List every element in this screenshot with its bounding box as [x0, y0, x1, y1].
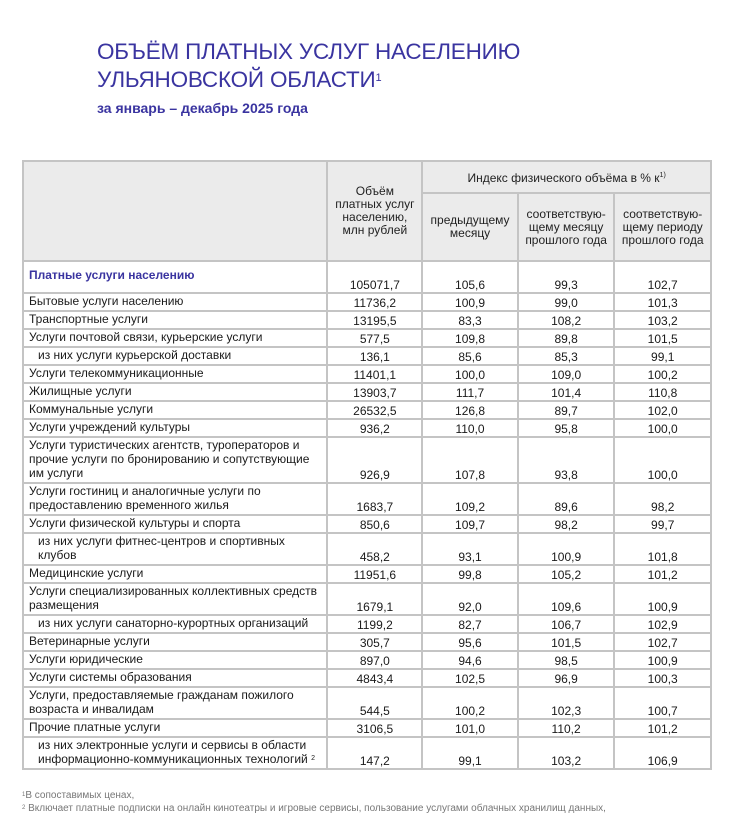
- cell-volume: 136,1: [327, 347, 422, 365]
- cell-volume: 11951,6: [327, 565, 422, 583]
- cell-same-period: 101,2: [614, 565, 711, 583]
- row-label: Платные услуги населению: [23, 261, 327, 293]
- cell-same-period: 102,9: [614, 615, 711, 633]
- header-prev-month: предыдущему месяцу: [422, 193, 518, 261]
- cell-prev-month: 105,6: [422, 261, 518, 293]
- cell-volume: 1679,1: [327, 583, 422, 615]
- row-label: Услуги юридические: [23, 651, 327, 669]
- table-row: [23, 311, 711, 329]
- row-label: Услуги гостиниц и аналогичные услуги по предоставлению временного жилья: [23, 483, 327, 515]
- cell-same-month: 89,7: [518, 401, 615, 419]
- cell-prev-month: 100,0: [422, 365, 518, 383]
- table-row: [23, 719, 711, 737]
- cell-same-month: 108,2: [518, 311, 615, 329]
- cell-same-period: 100,9: [614, 651, 711, 669]
- cell-same-period: 101,5: [614, 329, 711, 347]
- cell-same-month: 101,5: [518, 633, 615, 651]
- cell-prev-month: 99,1: [422, 737, 518, 769]
- cell-volume: 26532,5: [327, 401, 422, 419]
- cell-prev-month: 83,3: [422, 311, 518, 329]
- row-label: Жилищные услуги: [23, 383, 327, 401]
- header-index-group: Индекс физического объёма в % $к^{1)}$: [422, 161, 711, 193]
- table-row: [23, 737, 711, 769]
- header-volume: Объём платных услуг населению, млн рублей: [327, 161, 422, 261]
- row-label: Услуги, предоставляемые гражданам пожилого возраста и инвалидам: [23, 687, 327, 719]
- cell-same-month: 98,2: [518, 515, 615, 533]
- table-body: [23, 261, 711, 769]
- cell-same-month: 99,0: [518, 293, 615, 311]
- cell-prev-month: 101,0: [422, 719, 518, 737]
- row-label: Услуги специализированных коллективных средств размещения: [23, 583, 327, 615]
- table-row: [23, 651, 711, 669]
- cell-same-period: 99,7: [614, 515, 711, 533]
- cell-volume: 1199,2: [327, 615, 422, 633]
- cell-prev-month: 107,8: [422, 437, 518, 483]
- cell-prev-month: 93,1: [422, 533, 518, 565]
- table-row: [23, 583, 711, 615]
- footnote-2: $^2$ Включает платные подписки на онлайн кинотеатры и игровые сервисы, пользование услугами облачных хранилищ данных,: [22, 803, 606, 814]
- cell-same-month: 99,3: [518, 261, 615, 293]
- cell-same-period: 98,2: [614, 483, 711, 515]
- table-row: [23, 329, 711, 347]
- row-label: Услуги учреждений культуры: [23, 419, 327, 437]
- paid-services-table: [22, 160, 712, 770]
- cell-same-period: 102,7: [614, 633, 711, 651]
- cell-prev-month: 109,8: [422, 329, 518, 347]
- table-row: [23, 533, 711, 565]
- cell-same-period: 100,0: [614, 437, 711, 483]
- cell-same-month: 95,8: [518, 419, 615, 437]
- cell-same-month: 105,2: [518, 565, 615, 583]
- row-label: Медицинские услуги: [23, 565, 327, 583]
- cell-volume: 1683,7: [327, 483, 422, 515]
- cell-volume: 305,7: [327, 633, 422, 651]
- cell-same-month: 98,5: [518, 651, 615, 669]
- row-label: Транспортные услуги: [23, 311, 327, 329]
- cell-same-month: 89,6: [518, 483, 615, 515]
- table-row: [23, 383, 711, 401]
- cell-prev-month: 82,7: [422, 615, 518, 633]
- table-row: [23, 633, 711, 651]
- title-line-2: УЛЬЯНОВСКОЙ ОБЛАСТИ: [97, 67, 376, 92]
- cell-volume: 897,0: [327, 651, 422, 669]
- table-row: [23, 515, 711, 533]
- cell-same-month: 109,6: [518, 583, 615, 615]
- cell-same-period: 100,0: [614, 419, 711, 437]
- table-row: [23, 615, 711, 633]
- cell-same-month: 109,0: [518, 365, 615, 383]
- page-subtitle: за январь – декабрь 2025 года: [97, 100, 308, 116]
- cell-same-month: 89,8: [518, 329, 615, 347]
- header-empty-cell: [23, 161, 327, 261]
- cell-prev-month: 85,6: [422, 347, 518, 365]
- table-row: [23, 483, 711, 515]
- row-label: Услуги телекоммуникационные: [23, 365, 327, 383]
- cell-same-period: 102,7: [614, 261, 711, 293]
- row-label: Коммунальные услуги: [23, 401, 327, 419]
- cell-prev-month: 92,0: [422, 583, 518, 615]
- header-same-period-last-year: соответствую-щему периоду прошлого года: [614, 193, 711, 261]
- cell-same-period: 102,0: [614, 401, 711, 419]
- table-row: [23, 565, 711, 583]
- cell-same-period: 99,1: [614, 347, 711, 365]
- cell-same-period: 100,2: [614, 365, 711, 383]
- footnote-1: $^1$В сопоставимых ценах,: [22, 790, 135, 801]
- cell-same-month: 106,7: [518, 615, 615, 633]
- row-label: Услуги физической культуры и спорта: [23, 515, 327, 533]
- row-label: Бытовые услуги населению: [23, 293, 327, 311]
- cell-prev-month: 100,9: [422, 293, 518, 311]
- cell-volume: 13903,7: [327, 383, 422, 401]
- cell-prev-month: 111,7: [422, 383, 518, 401]
- cell-same-period: 110,8: [614, 383, 711, 401]
- cell-same-month: 100,9: [518, 533, 615, 565]
- row-label: из них услуги фитнес-центров и спортивных клубов: [23, 533, 327, 565]
- cell-same-month: 93,8: [518, 437, 615, 483]
- cell-same-period: 106,9: [614, 737, 711, 769]
- cell-same-month: 101,4: [518, 383, 615, 401]
- row-label: Услуги системы образования: [23, 669, 327, 687]
- cell-volume: 11736,2: [327, 293, 422, 311]
- cell-same-month: 85,3: [518, 347, 615, 365]
- table-row: [23, 437, 711, 483]
- table-row: [23, 669, 711, 687]
- row-label: Прочие платные услуги: [23, 719, 327, 737]
- row-label: Услуги туристических агентств, туроператоров и прочие услуги по бронированию и сопутствующие им услуги: [23, 437, 327, 483]
- cell-prev-month: 95,6: [422, 633, 518, 651]
- cell-volume: 926,9: [327, 437, 422, 483]
- cell-prev-month: 100,2: [422, 687, 518, 719]
- cell-volume: 4843,4: [327, 669, 422, 687]
- cell-volume: 936,2: [327, 419, 422, 437]
- row-label: из них услуги санаторно-курортных организаций: [23, 615, 327, 633]
- cell-same-month: 102,3: [518, 687, 615, 719]
- cell-same-period: 101,2: [614, 719, 711, 737]
- cell-prev-month: 126,8: [422, 401, 518, 419]
- cell-same-month: 110,2: [518, 719, 615, 737]
- table-row: [23, 347, 711, 365]
- cell-volume: 11401,1: [327, 365, 422, 383]
- cell-volume: 544,5: [327, 687, 422, 719]
- cell-prev-month: 109,2: [422, 483, 518, 515]
- cell-volume: 577,5: [327, 329, 422, 347]
- title-line-1: ОБЪЁМ ПЛАТНЫХ УСЛУГ НАСЕЛЕНИЮ: [97, 39, 521, 64]
- cell-prev-month: 110,0: [422, 419, 518, 437]
- table-row: [23, 365, 711, 383]
- footnotes: [22, 789, 606, 815]
- page-title: [97, 38, 520, 94]
- cell-volume: 105071,7: [327, 261, 422, 293]
- row-label: Услуги почтовой связи, курьерские услуги: [23, 329, 327, 347]
- cell-same-period: 101,3: [614, 293, 711, 311]
- cell-volume: 3106,5: [327, 719, 422, 737]
- cell-volume: 147,2: [327, 737, 422, 769]
- table-row-total: [23, 261, 711, 293]
- cell-volume: 850,6: [327, 515, 422, 533]
- cell-same-period: 101,8: [614, 533, 711, 565]
- cell-same-month: 96,9: [518, 669, 615, 687]
- table-row: [23, 687, 711, 719]
- table-row: [23, 293, 711, 311]
- table-row: [23, 401, 711, 419]
- row-label-footnote-mark: 2: [311, 755, 315, 762]
- cell-same-period: 100,3: [614, 669, 711, 687]
- cell-same-period: 103,2: [614, 311, 711, 329]
- title-footnote-mark: 1: [375, 72, 382, 84]
- header-same-month-last-year: соответствую-щему месяцу прошлого года: [518, 193, 615, 261]
- header-index-footnote: 1): [659, 172, 666, 179]
- cell-prev-month: 94,6: [422, 651, 518, 669]
- cell-same-period: 100,9: [614, 583, 711, 615]
- table-row: [23, 419, 711, 437]
- cell-volume: 458,2: [327, 533, 422, 565]
- cell-same-period: 100,7: [614, 687, 711, 719]
- row-label: Ветеринарные услуги: [23, 633, 327, 651]
- cell-prev-month: 102,5: [422, 669, 518, 687]
- cell-volume: 13195,5: [327, 311, 422, 329]
- cell-prev-month: 99,8: [422, 565, 518, 583]
- cell-prev-month: 109,7: [422, 515, 518, 533]
- row-label: из них услуги курьерской доставки: [23, 347, 327, 365]
- cell-same-month: 103,2: [518, 737, 615, 769]
- row-label: из них электронные услуги и сервисы в области информационно-коммуникационных технологий $^2$: [23, 737, 327, 769]
